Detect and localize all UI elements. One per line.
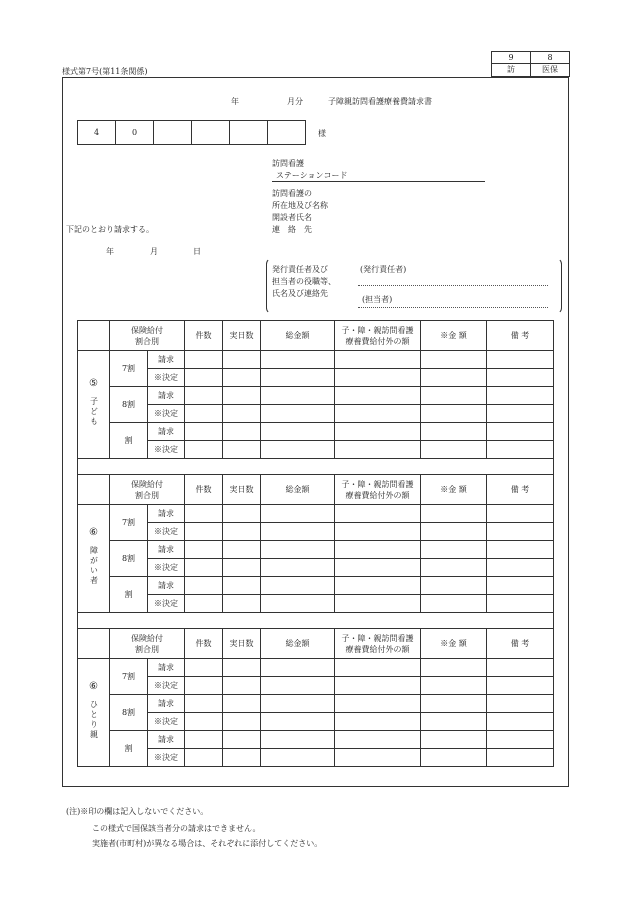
row-claim: 請求	[148, 541, 185, 559]
header-total: 総金額	[261, 475, 335, 505]
header-blank	[78, 629, 110, 659]
header-ratio: 保険給付 割合別	[110, 321, 185, 351]
responsible-label-line: 担当者の役職等、	[272, 277, 336, 286]
code-digit[interactable]	[154, 121, 192, 145]
header-count: 件数	[185, 629, 223, 659]
corner-cell: 訪	[492, 64, 531, 77]
section-label: ⑤ 子ども	[78, 351, 110, 459]
corner-cell: 9	[492, 52, 531, 64]
header-blank	[78, 475, 110, 505]
corner-cell: 8	[531, 52, 570, 64]
ratio-label: 割	[110, 731, 148, 767]
row-decision: ※決定	[148, 405, 185, 423]
header-amount: ※金 額	[421, 629, 487, 659]
claim-text: 下記のとおり請求する。	[66, 225, 154, 234]
row-decision: ※決定	[148, 559, 185, 577]
ratio-label: 7割	[110, 659, 148, 695]
station-address-line: 連 絡 先	[272, 225, 312, 234]
header-blank	[78, 321, 110, 351]
header-total: 総金額	[261, 629, 335, 659]
station-label: 訪問看護	[272, 159, 304, 168]
row-decision: ※決定	[148, 523, 185, 541]
header-amount: ※金 額	[421, 321, 487, 351]
row-claim: 請求	[148, 695, 185, 713]
row-claim: 請求	[148, 505, 185, 523]
header-days: 実日数	[223, 321, 261, 351]
header-total: 総金額	[261, 321, 335, 351]
row-decision: ※決定	[148, 595, 185, 613]
form-label: 様式第7号(第11条関係)	[62, 67, 148, 76]
ratio-label: 8割	[110, 541, 148, 577]
form-title: 子障親訪問看護療養費請求書	[328, 97, 432, 106]
insurer-suffix: 様	[318, 129, 326, 138]
issuer-label: (発行責任者)	[360, 265, 407, 274]
section-spacer	[78, 613, 554, 629]
header-remarks: 備 考	[487, 475, 554, 505]
row-claim: 請求	[148, 577, 185, 595]
row-decision: ※決定	[148, 749, 185, 767]
responsible-label-line: 発行責任者及び	[272, 265, 328, 274]
ratio-label: 割	[110, 423, 148, 459]
note-line: この様式で国保該当者分の請求はできません。	[92, 824, 261, 833]
billing-table	[77, 320, 554, 767]
corner-table	[491, 51, 570, 77]
code-digit[interactable]	[268, 121, 306, 145]
code-digit[interactable]	[192, 121, 230, 145]
row-decision: ※決定	[148, 369, 185, 387]
row-claim: 請求	[148, 423, 185, 441]
person-line	[358, 307, 548, 308]
row-claim: 請求	[148, 351, 185, 369]
insurer-code-boxes	[77, 120, 306, 145]
responsible-label-line: 氏名及び連絡先	[272, 289, 328, 298]
station-code-label: ステーションコード	[276, 171, 348, 180]
row-decision: ※決定	[148, 713, 185, 731]
date-month: 月	[150, 247, 158, 256]
title-month: 月分	[287, 97, 303, 106]
header-other: 子・障・親訪問看護 療養費給付外の額	[335, 475, 421, 505]
header-count: 件数	[185, 475, 223, 505]
header-remarks: 備 考	[487, 629, 554, 659]
ratio-label: 7割	[110, 505, 148, 541]
station-address-line: 訪問看護の	[272, 189, 312, 198]
header-days: 実日数	[223, 475, 261, 505]
header-ratio: 保険給付 割合別	[110, 629, 185, 659]
person-label: (担当者)	[362, 295, 393, 304]
date-year: 年	[106, 247, 114, 256]
header-other: 子・障・親訪問看護 療養費給付外の額	[335, 321, 421, 351]
code-digit[interactable]	[230, 121, 268, 145]
issuer-line	[358, 285, 548, 286]
header-count: 件数	[185, 321, 223, 351]
row-decision: ※決定	[148, 677, 185, 695]
section-label: ⑥ 障がい者	[78, 505, 110, 613]
header-other: 子・障・親訪問看護 療養費給付外の額	[335, 629, 421, 659]
row-decision: ※決定	[148, 441, 185, 459]
row-claim: 請求	[148, 659, 185, 677]
row-claim: 請求	[148, 387, 185, 405]
ratio-label: 割	[110, 577, 148, 613]
header-remarks: 備 考	[487, 321, 554, 351]
ratio-label: 8割	[110, 387, 148, 423]
ratio-label: 8割	[110, 695, 148, 731]
corner-cell: 医保	[531, 64, 570, 77]
header-ratio: 保険給付 割合別	[110, 475, 185, 505]
station-address-line: 所在地及び名称	[272, 201, 328, 210]
header-amount: ※金 額	[421, 475, 487, 505]
header-days: 実日数	[223, 629, 261, 659]
code-digit[interactable]: 4	[78, 121, 116, 145]
note-line: (注)※印の欄は記入しないでください。	[66, 807, 209, 816]
ratio-label: 7割	[110, 351, 148, 387]
title-year: 年	[231, 97, 239, 106]
station-address-line: 開設者氏名	[272, 213, 312, 222]
date-day: 日	[193, 247, 201, 256]
section-label: ⑥ ひとり親	[78, 659, 110, 767]
station-code-underline	[272, 181, 485, 182]
section-spacer	[78, 459, 554, 475]
note-line: 実施者(市町村)が異なる場合は、それぞれに添付してください。	[92, 839, 323, 848]
row-claim: 請求	[148, 731, 185, 749]
code-digit[interactable]: 0	[116, 121, 154, 145]
